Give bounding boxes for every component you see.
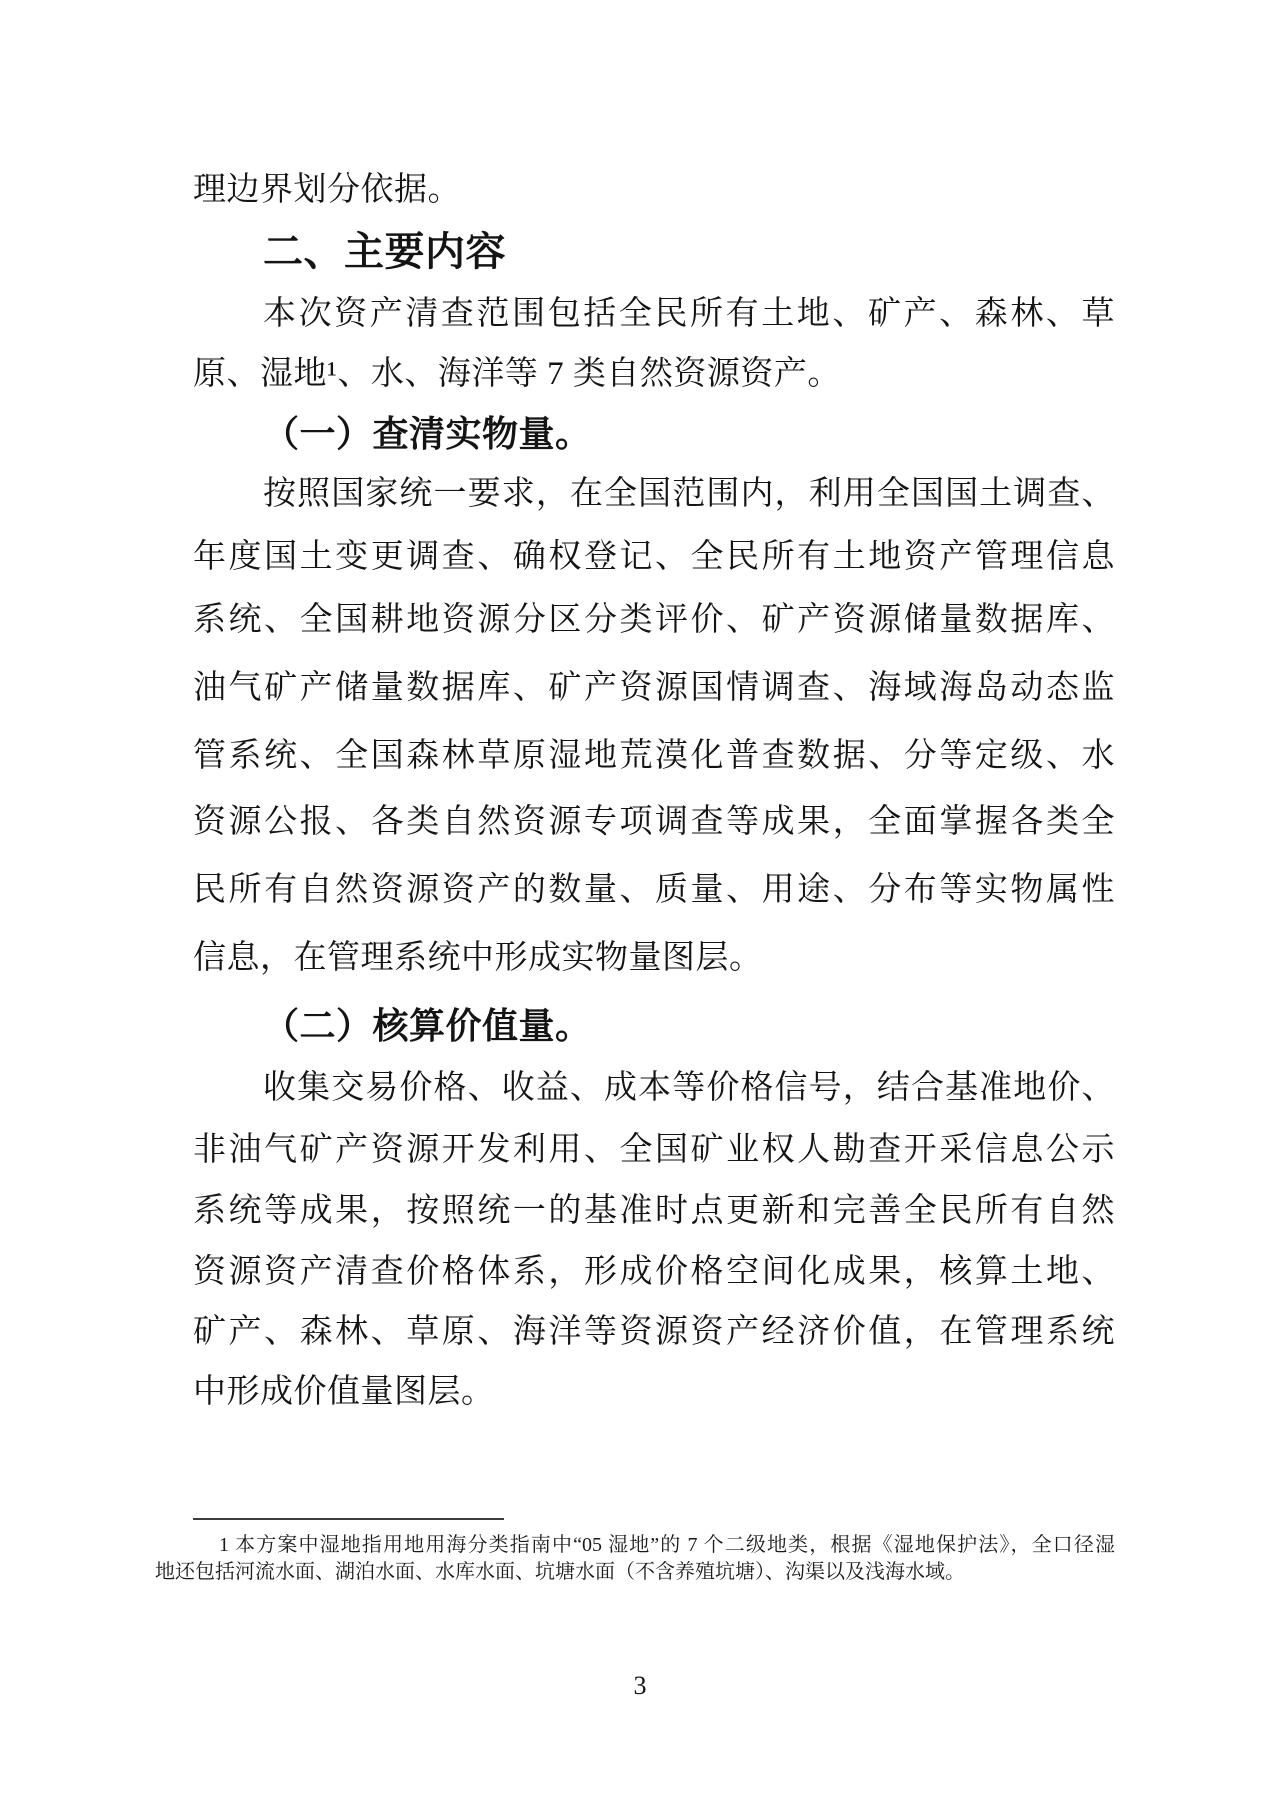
body-line: 非油气矿产资源开发利用、全国矿业权人勘查开采信息公示 [193,1132,1115,1168]
page-number: 3 [633,1671,647,1700]
footnote-line: 1 本方案中湿地指用地用海分类指南中“05 湿地”的 7 个二级地类，根据《湿地保护法》，全口径湿 [219,1534,1115,1556]
body-line: 民所有自然资源资产的数量、质量、用途、分布等实物属性 [193,872,1115,908]
section-heading: 二、主要内容 [263,230,506,274]
body-line: 收集交易价格、收益、成本等价格信号，结合基准地价、 [263,1070,1115,1106]
body-line: 系统、全国耕地资源分区分类评价、矿产资源储量数据库、 [193,602,1115,638]
body-line: 油气矿产储量数据库、矿产资源国情调查、海域海岛动态监 [193,670,1115,706]
footnote-separator [193,1518,504,1520]
body-line: 本次资产清查范围包括全民所有土地、矿产、森林、草 [263,296,1115,332]
body-line: 资源公报、各类自然资源专项调查等成果，全面掌握各类全 [193,804,1115,840]
body-line: 中形成价值量图层。 [193,1374,495,1410]
footnote-line: 地还包括河流水面、湖泊水面、水库水面、坑塘水面（不含养殖坑塘）、沟渠以及浅海水域。 [155,1561,965,1583]
body-line: 管系统、全国森林草原湿地荒漠化普查数据、分等定级、水 [193,738,1115,774]
subsection-heading-2: （二）核算价值量。 [263,1006,592,1046]
body-line: 理边界划分依据。 [193,172,461,208]
body-line: 矿产、森林、草原、海洋等资源资产经济价值，在管理系统 [193,1314,1115,1350]
body-line: 资源资产清查价格体系，形成价格空间化成果，核算土地、 [193,1254,1115,1290]
body-line: 按照国家统一要求，在全国范围内，利用全国国土调查、 [263,476,1115,512]
subsection-heading-1: （一）查清实物量。 [263,414,592,454]
body-line: 原、湿地¹、水、海洋等 7 类自然资源资产。 [193,356,841,392]
body-line: 年度国土变更调查、确权登记、全民所有土地资产管理信息 [193,539,1115,575]
body-line: 系统等成果，按照统一的基准时点更新和完善全民所有自然 [193,1193,1115,1229]
body-line: 信息，在管理系统中形成实物量图层。 [193,940,763,976]
